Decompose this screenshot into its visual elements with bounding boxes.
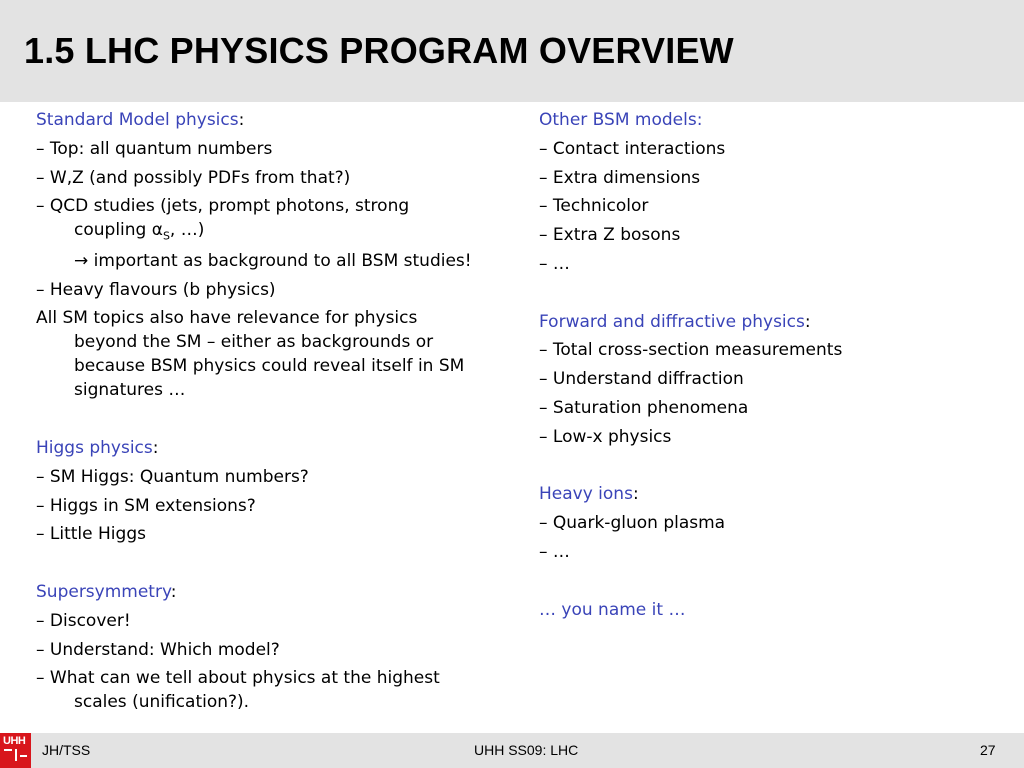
sm-item-qcd-line1: – QCD studies (jets, prompt photons, strong <box>36 196 410 217</box>
bsm-item: – Extra dimensions <box>539 167 701 188</box>
sm-note-line4: signatures … <box>74 380 186 401</box>
slide-title: 1.5 LHC PHYSICS PROGRAM OVERVIEW <box>24 30 734 71</box>
bsm-item: – … <box>539 253 570 274</box>
susy-item-line2: scales (unification?). <box>74 692 250 713</box>
logo-stroke <box>15 749 17 761</box>
susy-item-line1: – What can we tell about physics at the highest <box>36 668 440 689</box>
sm-heading-line <box>36 108 506 132</box>
susy-heading: Supersymmetry <box>36 581 171 602</box>
forward-item: – Total cross-section measurements <box>539 340 843 361</box>
ions-item: – Quark-gluon plasma <box>539 513 726 534</box>
closing-remark: … you name it … <box>539 599 686 620</box>
arrow-icon: → <box>74 250 89 271</box>
sm-item-top: – Top: all quantum numbers <box>36 138 273 159</box>
alpha-subscript: S <box>162 229 170 243</box>
susy-item: – Understand: Which model? <box>36 639 280 660</box>
coupling-text: coupling α <box>74 220 163 241</box>
sm-item-wz: – W,Z (and possibly PDFs from that?) <box>36 167 351 188</box>
spacer <box>539 281 1009 310</box>
logo-stroke <box>4 749 12 751</box>
page-number: 27 <box>980 742 996 758</box>
sm-note-line2: beyond the SM – either as backgrounds or <box>74 332 434 353</box>
susy-item-highest-scales <box>36 666 506 714</box>
higgs-item: – Little Higgs <box>36 524 146 545</box>
forward-heading-line <box>539 310 1009 334</box>
higgs-colon: : <box>152 437 159 458</box>
spacer <box>36 407 506 436</box>
sm-item-qcd-line2 <box>36 218 506 248</box>
logo-text: UHH <box>3 735 26 747</box>
ions-colon: : <box>632 484 639 505</box>
sm-colon: : <box>238 110 245 130</box>
susy-heading-line <box>36 580 506 604</box>
background-note: important as background to all BSM studies! <box>93 250 472 271</box>
bsm-heading: Other BSM models: <box>539 110 703 130</box>
susy-colon: : <box>170 581 177 602</box>
sm-heading: Standard Model physics <box>36 110 239 130</box>
ions-item: – … <box>539 541 570 562</box>
ions-heading-line <box>539 482 1009 506</box>
uhh-logo-icon <box>0 733 31 768</box>
sm-note-line1: All SM topics also have relevance for physics <box>36 308 418 329</box>
footer-course: UHH SS09: LHC <box>474 742 579 758</box>
sm-note <box>36 306 506 402</box>
sm-item-qcd <box>36 194 506 272</box>
higgs-heading: Higgs physics <box>36 437 153 458</box>
logo-stroke <box>20 755 27 757</box>
forward-item: – Understand diffraction <box>539 369 744 390</box>
bsm-item: – Contact interactions <box>539 138 726 159</box>
bsm-item: – Extra Z bosons <box>539 225 681 246</box>
forward-item: – Low-x physics <box>539 426 672 447</box>
higgs-heading-line <box>36 436 506 460</box>
spacer <box>539 569 1009 598</box>
susy-item: – Discover! <box>36 610 131 631</box>
footer-author: JH/TSS <box>42 742 91 758</box>
forward-heading: Forward and diffractive physics <box>539 311 805 332</box>
forward-item: – Saturation phenomena <box>539 397 749 418</box>
sm-item-qcd-line3 <box>36 249 506 273</box>
title-bar <box>0 0 1024 102</box>
higgs-item: – SM Higgs: Quantum numbers? <box>36 466 309 487</box>
ions-heading: Heavy ions <box>539 484 633 505</box>
left-column <box>36 108 506 719</box>
sm-item-heavy-flavours: – Heavy flavours (b physics) <box>36 279 276 300</box>
coupling-tail: , …) <box>169 220 205 241</box>
spacer <box>539 454 1009 483</box>
spacer <box>36 551 506 580</box>
sm-note-line3: because BSM physics could reveal itself in SM <box>74 356 465 377</box>
right-column <box>539 108 1009 626</box>
higgs-item: – Higgs in SM extensions? <box>36 495 256 516</box>
bsm-item: – Technicolor <box>539 196 649 217</box>
forward-colon: : <box>804 311 811 332</box>
